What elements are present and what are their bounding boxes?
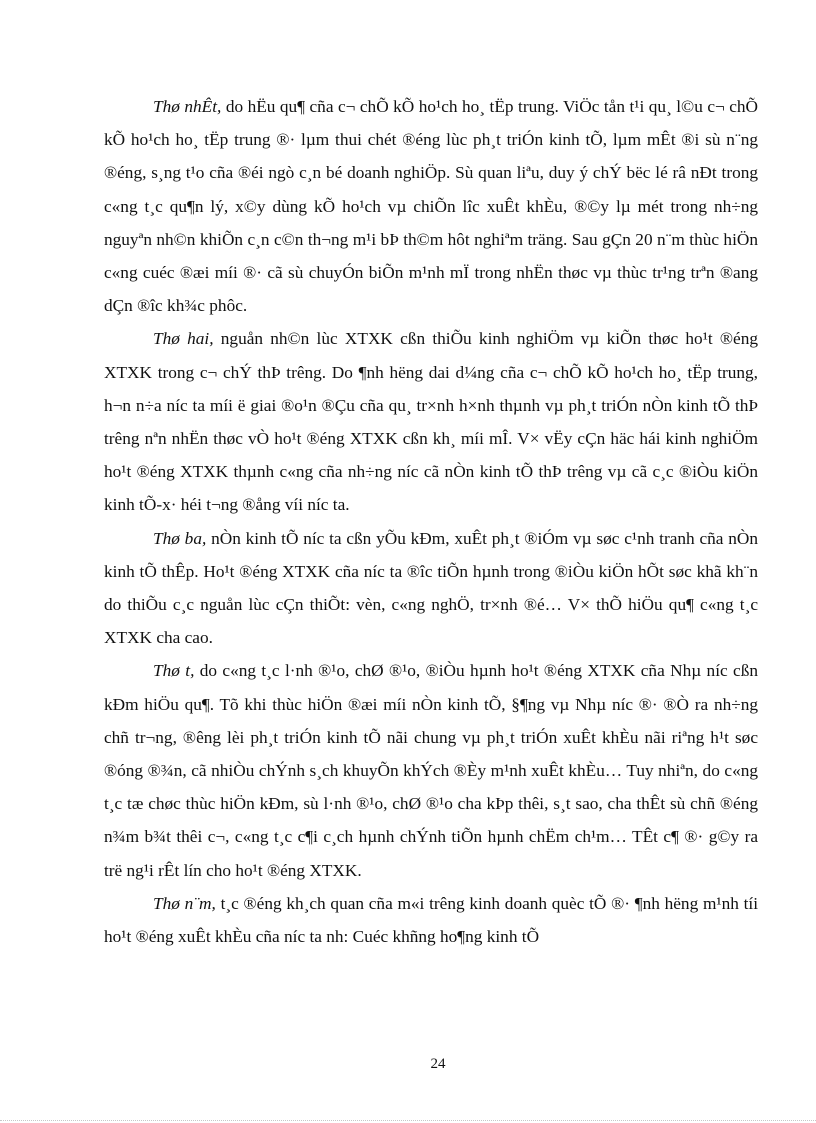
paragraph-2-text: nguån nh©n lùc XTXK cßn thiÕu kinh nghiÖm vµ kiÕn thøc ho¹t ®éng XTXK trong c¬ chÝ thÞ trêng. Do ¶nh hëng dai d¼ng cña c¬ chÕ kÕ ho¹ch ho¸ tËp trung, h¬n n÷a níc ta míi ë giai ®o¹n ®Çu cña qu¸ tr×nh h×nh thµnh vµ ph¸t triÓn nÒn kinh tÕ thÞ trêng nªn nhËn thøc vÒ ho¹t ®éng XTXK cßn kh¸ míi mÎ. V× vËy cÇn häc hái kinh nghiÖm ho¹t ®éng XTXK thµnh c«ng cña nh÷ng níc cã nÒn kinh tÕ thÞ trêng vµ cã c¸c ®iÒu kiÖn kinh tÕ-x· héi t¬ng ®ång víi níc ta.	[104, 329, 758, 515]
paragraph-3-text: nÒn kinh tÕ níc ta cßn yÕu kÐm, xuÊt ph¸t ®iÓm vµ søc c¹nh tranh cña nÒn kinh tÕ thÊp. Ho¹t ®éng XTXK cña níc ta ®îc tiÕn hµnh trong ®iÒu kiÖn hÕt søc khã kh¨n do thiÕu c¸c nguån lùc cÇn thiÕt: vèn, c«ng nghÖ, tr×nh ®é… V× thÕ hiÖu qu¶ c«ng t¸c XTXK cha cao.	[104, 528, 758, 648]
paragraph-2-lead: Thø hai,	[153, 329, 214, 349]
paragraph-5	[104, 887, 758, 953]
paragraph-3	[104, 522, 758, 655]
paragraph-5-lead: Thø n¨m,	[153, 893, 216, 913]
paragraph-4	[104, 654, 758, 886]
paragraph-2	[104, 322, 758, 521]
paragraph-3-lead: Thø ba,	[153, 528, 207, 548]
paragraph-5-text: t¸c ®éng kh¸ch quan cña m«i trêng kinh doanh quèc tÕ ®· ¶nh hëng m¹nh tíi ho¹t ®éng xuÊt khÈu cña níc ta nh: Cuéc khñng ho¶ng kinh tÕ	[104, 893, 758, 947]
paragraph-1	[104, 90, 758, 322]
paragraph-1-text: do hËu qu¶ cña c¬ chÕ kÕ ho¹ch ho¸ tËp trung. ViÖc tån t¹i qu¸ l©u c¬ chÕ kÕ ho¹ch ho¸ tËp trung ®· lµm thui chét ®éng lùc ph¸t triÓn kinh tÕ, lµm mÊt ®i sù n¨ng ®éng, s¸ng t¹o cña ®éi ngò c¸n bé doanh nghiÖp. Sù quan liªu, duy ý chÝ bëc lé râ nÐt trong c«ng t¸c qu¶n lý, x©y dùng kÕ ho¹ch vµ chiÕn lîc xuÊt khÈu, ®©y lµ mét trong nh÷ng nguyªn nh©n khiÕn c¸n c©n th¬ng m¹i bÞ th©m hôt nghiªm träng. Sau gÇn 20 n¨m thùc hiÖn c«ng cuéc ®æi míi ®· cã sù chuyÓn biÕn m¹nh mÏ trong nhËn thøc vµ thùc tr¹ng trªn ®ang dÇn ®îc kh¾c phôc.	[104, 97, 759, 316]
paragraph-4-text: do c«ng t¸c l·nh ®¹o, chØ ®¹o, ®iÒu hµnh ho¹t ®éng XTXK cña Nhµ níc cßn kÐm hiÖu qu¶. Tõ khi thùc hiÖn ®æi míi nÒn kinh tÕ, §¶ng vµ Nhµ níc ®· ®Ò ra nh÷ng chñ tr¬ng, ®êng lèi ph¸t triÓn kinh tÕ nãi chung vµ ph¸t triÓn xuÊt khÈu nãi riªng h¹t søc ®óng ®¾n, cã nhiÒu chÝnh s¸ch khuyÕn khÝch ®Èy m¹nh xuÊt khÈu… Tuy nhiªn, do c«ng t¸c tæ chøc thùc hiÖn kÐm, sù l·nh ®¹o, chØ ®¹o cha kÞp thêi, s¸t sao, cha thÊt sù chñ ®éng n¾m b¾t thêi c¬, c«ng t¸c c¶i c¸ch hµnh chÝnh tiÕn hµnh chËm ch¹m… TÊt c¶ ®· g©y ra trë ng¹i rÊt lín cho ho¹t ®éng XTXK.	[104, 661, 758, 880]
paragraph-4-lead: Thø t,	[153, 661, 195, 681]
page-edge-divider	[0, 1120, 816, 1121]
paragraph-1-lead: Thø nhÊt,	[153, 97, 222, 116]
page-number: 24	[430, 1056, 446, 1072]
page-body	[104, 90, 758, 953]
